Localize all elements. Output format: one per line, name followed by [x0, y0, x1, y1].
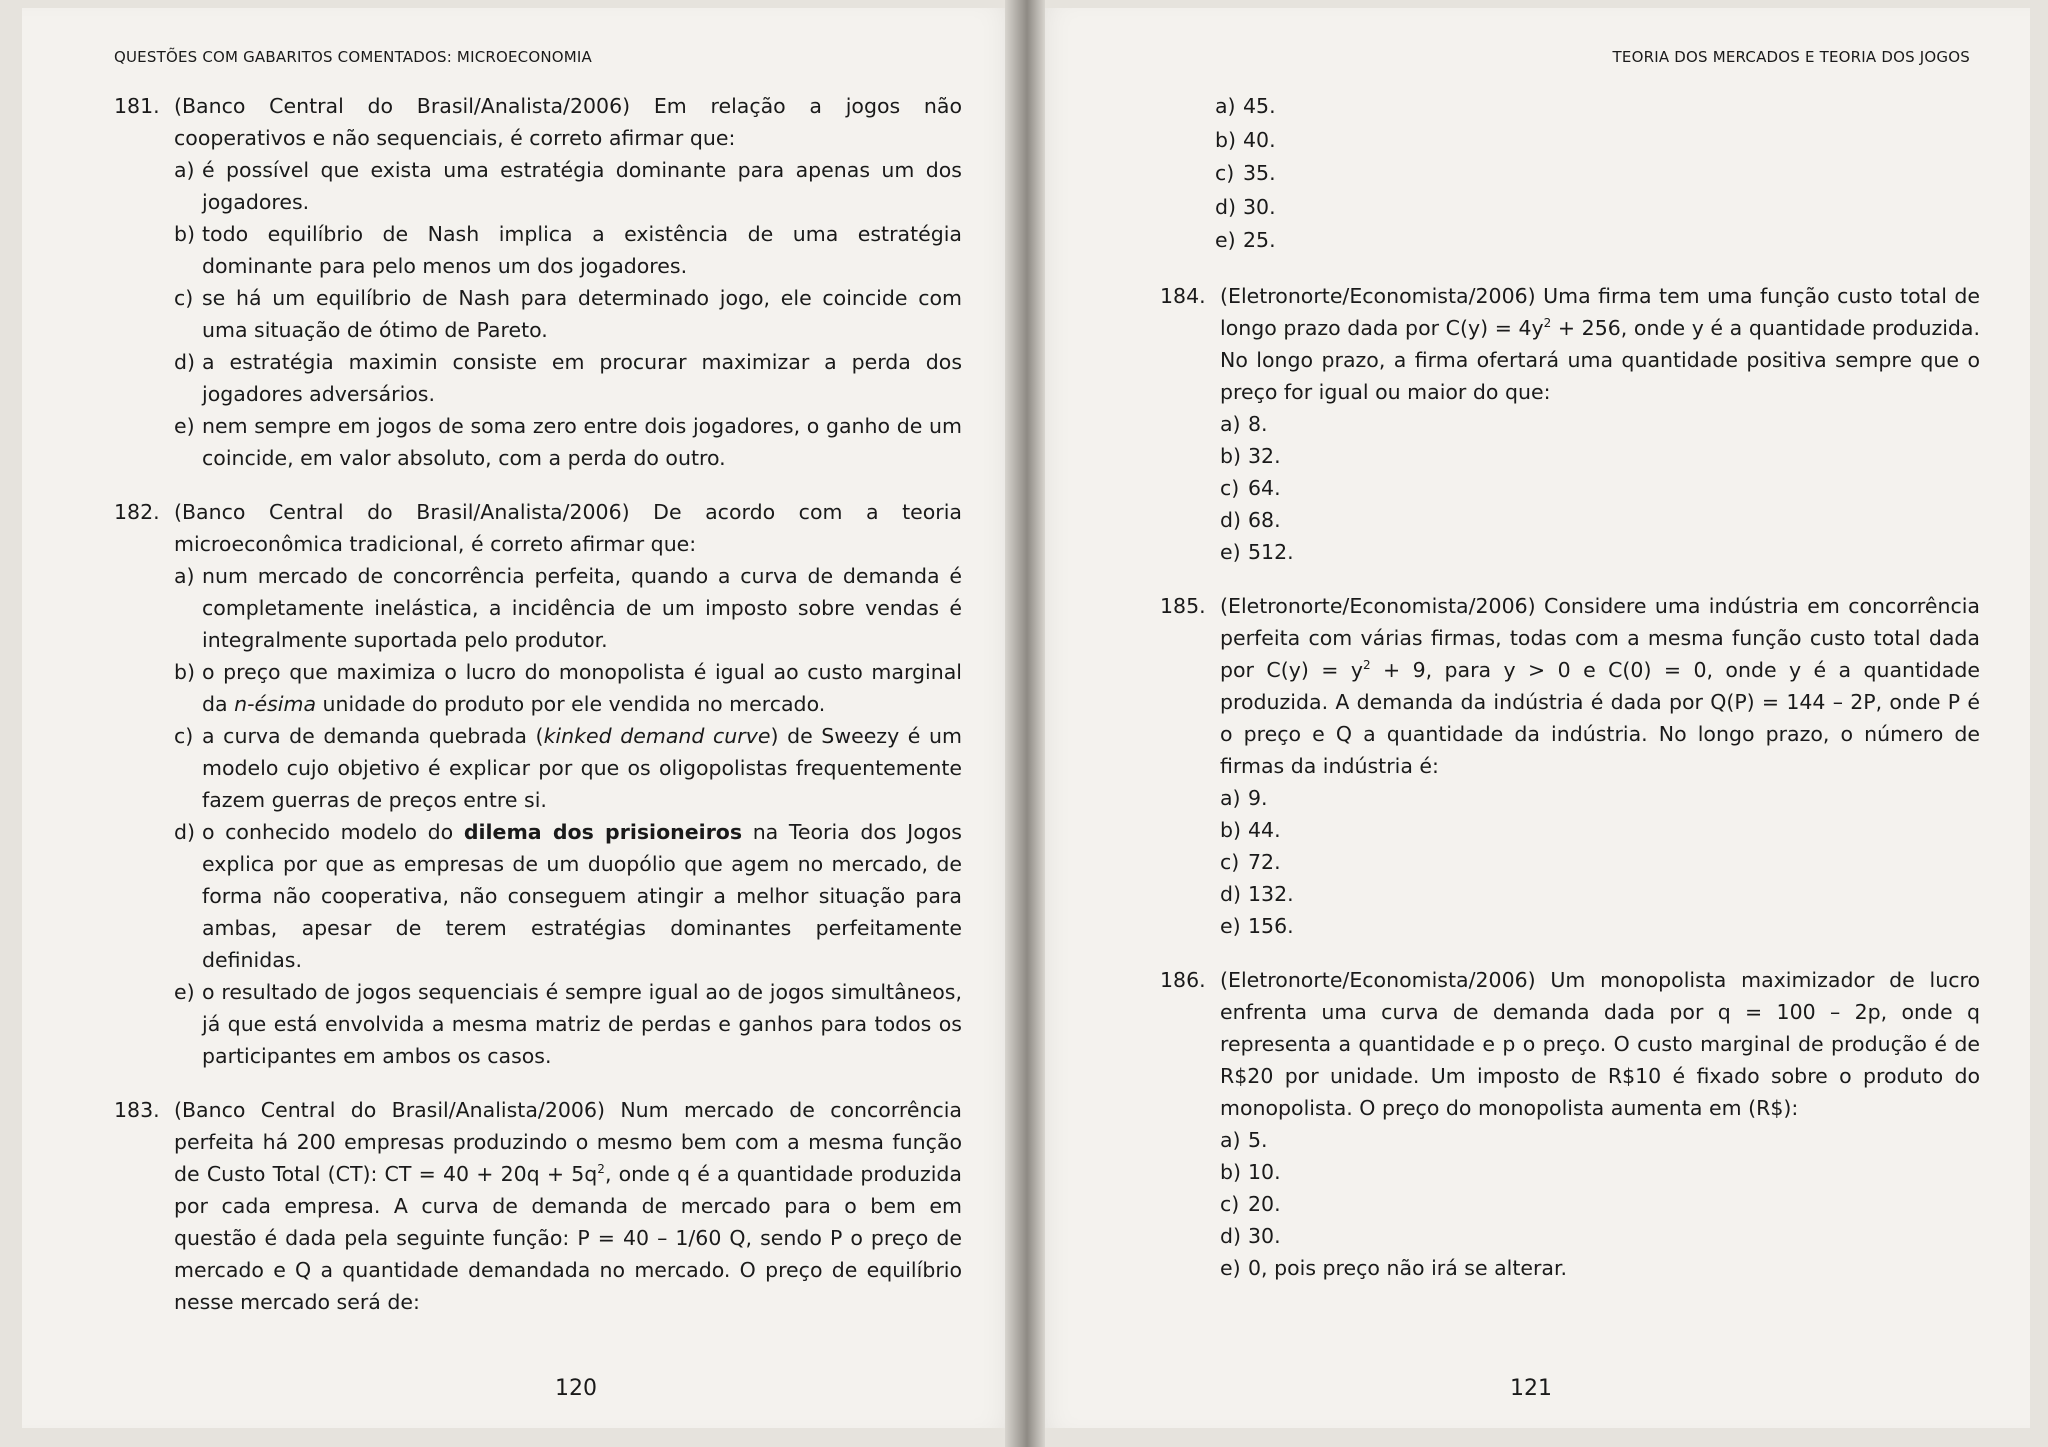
- option-text: 0, pois preço não irá se alterar.: [1248, 1255, 1568, 1280]
- superscript: 2: [1543, 315, 1552, 330]
- question-stem: (Eletronorte/Economista/2006) Um monopolista maximizador de lucro enfrenta uma curva de demanda dada por q = 100 – 2p, onde q representa a quantidade e p o preço. O custo marginal de produção é de R$20 por unidade. Um imposto de R$10 é fixado sobre o produto do monopolista. O preço do monopolista aumenta em (R$):: [1220, 967, 1980, 1120]
- stem-part: , onde q é a quantidade produzida por cada empresa. A curva de demanda de mercado para o bem em questão é dada pela seguinte função: P = 40 – 1/60 Q, sendo P o preço de mercado e Q a quantidade demandada no mercado. O preço de equilíbrio nesse mercado será de:: [174, 1162, 962, 1314]
- option-text-part: o conhecido modelo do: [202, 820, 464, 844]
- page-content: [1160, 90, 1980, 1306]
- option-c: [174, 282, 962, 346]
- option-letter: d): [174, 820, 196, 844]
- option-letter: d): [1220, 1223, 1242, 1248]
- stem-part: (Banco Central do Brasil/Analista/2006) Num mercado de concorrência perfeita há 200 empresas produzindo o mesmo bem com a mesma função de Custo Total (CT): CT = 40 + 20q + 5q: [174, 1098, 962, 1186]
- option-b: [1215, 124, 1980, 158]
- option-c: [1220, 472, 1980, 504]
- option-letter: d): [1220, 507, 1242, 532]
- option-a: [174, 154, 962, 218]
- option-letter: e): [174, 414, 195, 438]
- option-e: [174, 976, 962, 1072]
- option-c: [1215, 157, 1980, 191]
- question-181: [114, 90, 962, 474]
- option-d: [1215, 191, 1980, 225]
- option-letter: e): [1220, 539, 1241, 564]
- option-text: 132.: [1248, 881, 1294, 906]
- option-text: se há um equilíbrio de Nash para determinado jogo, ele coincide com uma situação de ótimo de Pareto.: [202, 286, 962, 342]
- option-text: 20.: [1248, 1191, 1281, 1216]
- option-text: é possível que exista uma estratégia dominante para apenas um dos jogadores.: [202, 158, 962, 214]
- option-letter: a): [174, 158, 195, 182]
- option-text: 10.: [1248, 1159, 1281, 1184]
- running-head: TEORIA DOS MERCADOS E TEORIA DOS JOGOS: [1612, 48, 1970, 66]
- option-letter: c): [1220, 475, 1240, 500]
- option-letter: a): [1215, 94, 1236, 118]
- option-text: [202, 720, 962, 816]
- option-list: [1220, 782, 1980, 942]
- question-185: [1160, 590, 1980, 942]
- option-e: [1220, 1252, 1980, 1284]
- option-b: [174, 656, 962, 720]
- option-e: [1220, 910, 1980, 942]
- option-letter: d): [174, 350, 196, 374]
- option-text: 25.: [1243, 228, 1276, 252]
- option-letter: e): [1220, 1255, 1241, 1280]
- option-letter: e): [1220, 913, 1241, 938]
- option-letter: c): [1215, 161, 1235, 185]
- page-content: [114, 90, 962, 1340]
- option-d: [1220, 878, 1980, 910]
- option-d: [1220, 504, 1980, 536]
- option-letter: d): [1215, 194, 1237, 219]
- option-letter: a): [174, 564, 195, 588]
- option-text: 30.: [1248, 1223, 1281, 1248]
- question-183: [114, 1094, 962, 1318]
- page-number: 121: [1510, 1376, 1552, 1401]
- question-number: 186.: [1160, 967, 1206, 992]
- question-stem: [1220, 590, 1980, 782]
- question-184: [1160, 280, 1980, 568]
- option-text: 5.: [1248, 1127, 1268, 1152]
- option-b: [1220, 1156, 1980, 1188]
- option-letter: c): [174, 286, 194, 310]
- option-text: 8.: [1248, 411, 1268, 436]
- option-letter: c): [174, 724, 194, 748]
- option-letter: c): [1220, 1191, 1240, 1216]
- question-stem: (Banco Central do Brasil/Analista/2006) De acordo com a teoria microeconômica tradicional, é correto afirmar que:: [174, 500, 962, 556]
- option-letter: a): [1220, 411, 1241, 436]
- superscript: 2: [597, 1162, 605, 1177]
- option-text: 32.: [1248, 443, 1281, 468]
- option-c: [1220, 846, 1980, 878]
- option-text-part: unidade do produto por ele vendida no mercado.: [316, 692, 826, 716]
- option-letter: b): [174, 660, 196, 684]
- question-stem: [174, 1094, 962, 1318]
- option-text: nem sempre em jogos de soma zero entre dois jogadores, o ganho de um coincide, em valor absoluto, com a perda do outro.: [202, 414, 962, 470]
- right-page: [1030, 8, 2030, 1428]
- option-text: 512.: [1248, 539, 1294, 564]
- option-text: [202, 656, 962, 720]
- option-d: [174, 346, 962, 410]
- option-list: [1220, 408, 1980, 568]
- superscript: 2: [1362, 657, 1371, 672]
- option-letter: d): [1220, 881, 1242, 906]
- stem-part: (Eletronorte/Economista/2006) Considere uma indústria em concorrência perfeita com várias firmas, todas com a mesma função custo total dada por C(y) = y: [1220, 593, 1980, 682]
- option-e: [1215, 224, 1980, 258]
- option-letter: e): [1215, 228, 1236, 252]
- option-text: todo equilíbrio de Nash implica a existência de uma estratégia dominante para pelo menos um dos jogadores.: [202, 222, 962, 278]
- question-182: [114, 496, 962, 1072]
- option-text: 68.: [1248, 507, 1281, 532]
- question-183-options: [1215, 90, 1980, 258]
- option-d: [1220, 1220, 1980, 1252]
- option-b: [1220, 440, 1980, 472]
- option-text-part: a curva de demanda quebrada (: [202, 724, 544, 748]
- stem-part: (Eletronorte/Economista/2006) Uma firma tem uma função custo total de longo prazo dada por C(y) = 4y: [1220, 283, 1980, 340]
- option-c: [174, 720, 962, 816]
- option-text: 72.: [1248, 849, 1281, 874]
- option-text-part: ) de Sweezy é um modelo cujo objetivo é explicar por que os oligopolistas frequentemente fazem guerras de preços entre si.: [202, 724, 962, 812]
- option-text: 40.: [1243, 127, 1276, 152]
- option-letter: b): [1220, 443, 1242, 468]
- option-letter: e): [174, 980, 195, 1004]
- option-text-part: o preço que maximiza o lucro do monopolista é igual ao custo marginal da: [202, 660, 962, 716]
- stem-part: + 256, onde y é a quantidade produzida. No longo prazo, a firma ofertará uma quantidade positiva sempre que o preço for igual ou maior do que:: [1220, 315, 1980, 404]
- option-text: num mercado de concorrência perfeita, quando a curva de demanda é completamente inelástica, a incidência de um imposto sobre vendas é integralmente suportada pelo produtor.: [202, 564, 962, 652]
- option-b: [174, 218, 962, 282]
- option-text: 45.: [1243, 94, 1276, 118]
- option-a: [1220, 408, 1980, 440]
- question-stem: (Banco Central do Brasil/Analista/2006) Em relação a jogos não cooperativos e não sequenciais, é correto afirmar que:: [174, 94, 962, 150]
- option-letter: c): [1220, 849, 1240, 874]
- option-text: o resultado de jogos sequenciais é sempre igual ao de jogos simultâneos, já que está envolvida a mesma matriz de perdas e ganhos para todos os participantes em ambos os casos.: [202, 980, 962, 1068]
- option-letter: b): [1220, 1159, 1242, 1184]
- option-list: [174, 560, 962, 1072]
- stem-part: + 9, para y > 0 e C(0) = 0, onde y é a quantidade produzida. A demanda da indústria é dada por Q(P) = 144 – 2P, onde P é o preço e Q a quantidade da indústria. No longo prazo, o número de firmas da indústria é:: [1220, 657, 1980, 778]
- option-text: [202, 816, 962, 976]
- option-a: [174, 560, 962, 656]
- option-letter: a): [1220, 1127, 1241, 1152]
- option-a: [1215, 90, 1980, 124]
- option-letter: b): [174, 222, 196, 246]
- option-text: 156.: [1248, 913, 1294, 938]
- option-e: [1220, 536, 1980, 568]
- option-list: [1220, 1124, 1980, 1284]
- option-a: [1220, 1124, 1980, 1156]
- question-number: 182.: [114, 500, 160, 524]
- option-text: 9.: [1248, 785, 1268, 810]
- option-c: [1220, 1188, 1980, 1220]
- option-letter: b): [1215, 127, 1237, 152]
- option-list: [174, 154, 962, 474]
- option-text: a estratégia maximin consiste em procurar maximizar a perda dos jogadores adversários.: [202, 350, 962, 406]
- option-text-italic: n-ésima: [234, 692, 317, 716]
- option-text: 30.: [1243, 194, 1276, 219]
- option-text-italic: kinked demand curve: [543, 724, 771, 748]
- option-text: 64.: [1248, 475, 1281, 500]
- question-stem: [1220, 280, 1980, 408]
- option-a: [1220, 782, 1980, 814]
- page-number: 120: [555, 1376, 597, 1401]
- book-gutter: [1005, 0, 1045, 1447]
- question-number: 183.: [114, 1098, 160, 1122]
- left-page: [22, 8, 1022, 1428]
- question-number: 185.: [1160, 593, 1206, 618]
- running-head: QUESTÕES COM GABARITOS COMENTADOS: MICROECONOMIA: [114, 48, 593, 66]
- option-d: [174, 816, 962, 976]
- option-letter: b): [1220, 817, 1242, 842]
- question-number: 184.: [1160, 283, 1206, 308]
- option-text-part: na Teoria dos Jogos explica por que as empresas de um duopólio que agem no mercado, de forma não cooperativa, não conseguem atingir a melhor situação para ambas, apesar de terem estratégias dominantes perfeitamente definidas.: [202, 820, 962, 972]
- question-186: [1160, 964, 1980, 1284]
- option-text-bold: dilema dos prisioneiros: [463, 820, 743, 844]
- question-number: 181.: [114, 94, 160, 118]
- option-e: [174, 410, 962, 474]
- option-letter: a): [1220, 785, 1241, 810]
- option-b: [1220, 814, 1980, 846]
- option-text: 44.: [1248, 817, 1281, 842]
- option-text: 35.: [1243, 161, 1276, 185]
